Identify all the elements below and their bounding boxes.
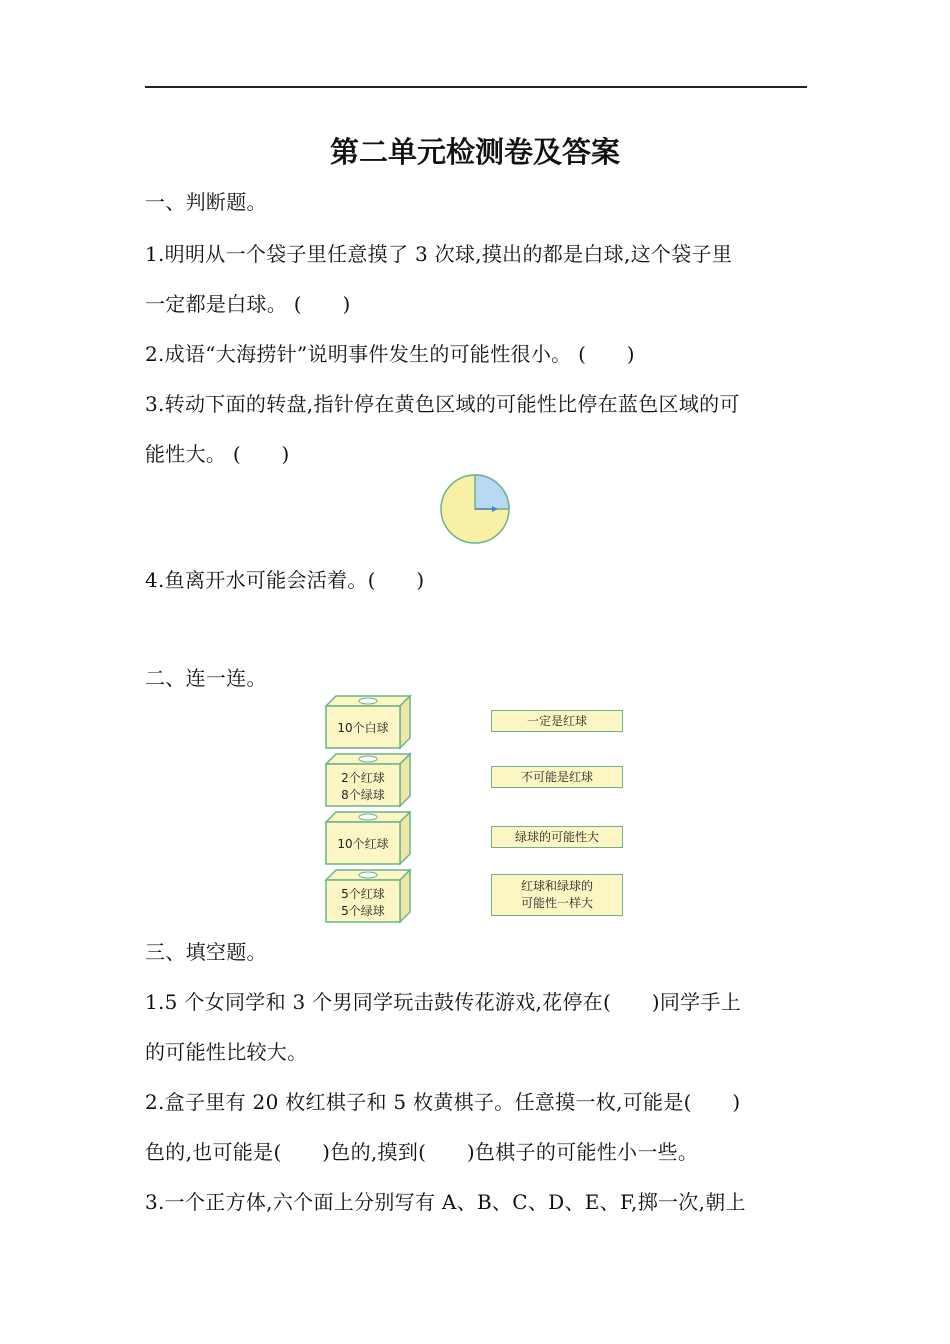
ball-box-2 — [324, 752, 412, 808]
ball-box-1 — [324, 694, 412, 750]
question-1-1-line1: 1.明明从一个袋子里任意摸了 3 次球,摸出的都是白球,这个袋子里 — [145, 242, 733, 266]
label-box-2 — [491, 766, 623, 788]
spinner-blue-region — [475, 475, 509, 509]
question-1-3-line2: 能性大。 ( ) — [145, 442, 290, 466]
question-1-1-line2: 一定都是白球。 ( ) — [145, 292, 351, 316]
label-box-1 — [491, 710, 623, 732]
ball-box-3 — [324, 810, 412, 866]
section3-heading: 三、填空题。 — [145, 940, 267, 964]
label-box-4-text-line2: 可能性一样大 — [520, 896, 593, 910]
ball-box-4-label-line1: 5个红球 — [341, 887, 385, 901]
question-3-2-line1: 2.盒子里有 20 枚红棋子和 5 枚黄棋子。任意摸一枚,可能是( ) — [145, 1090, 741, 1114]
matching-exercise — [324, 694, 634, 926]
question-3-1-line1: 1.5 个女同学和 3 个男同学玩击鼓传花游戏,花停在( )同学手上 — [145, 990, 742, 1014]
label-box-3-text: 绿球的可能性大 — [514, 829, 599, 844]
section2-heading: 二、连一连。 — [145, 666, 267, 690]
label-box-3 — [491, 826, 623, 848]
ball-box-3-label: 10个红球 — [337, 837, 389, 851]
question-1-2: 2.成语“大海捞针”说明事件发生的可能性很小。 ( ) — [145, 342, 635, 366]
label-box-4-text-line1: 红球和绿球的 — [520, 879, 593, 893]
question-3-3-line1: 3.一个正方体,六个面上分别写有 A、B、C、D、E、F,掷一次,朝上 — [145, 1190, 746, 1214]
question-1-3-line1: 3.转动下面的转盘,指针停在黄色区域的可能性比停在蓝色区域的可 — [145, 392, 740, 416]
question-3-2-line2: 色的,也可能是( )色的,摸到( )色棋子的可能性小一些。 — [145, 1140, 699, 1164]
ball-box-4 — [324, 868, 412, 924]
question-3-1-line2: 的可能性比较大。 — [145, 1040, 308, 1064]
question-1-4: 4.鱼离开水可能会活着。( ) — [145, 568, 425, 592]
ball-box-2-label-line1: 2个红球 — [341, 771, 385, 785]
label-box-4 — [491, 874, 623, 916]
ball-box-2-label-line2: 8个绿球 — [341, 788, 385, 802]
label-box-1-text: 一定是红球 — [526, 713, 587, 728]
ball-box-1-label: 10个白球 — [337, 721, 389, 735]
label-box-2-text: 不可能是红球 — [520, 769, 593, 784]
header-rule — [145, 86, 807, 88]
spinner-diagram — [438, 474, 512, 544]
ball-box-4-label-line2: 5个绿球 — [341, 904, 385, 918]
page-title: 第二单元检测卷及答案 — [329, 135, 620, 169]
section1-heading: 一、判断题。 — [145, 190, 267, 214]
